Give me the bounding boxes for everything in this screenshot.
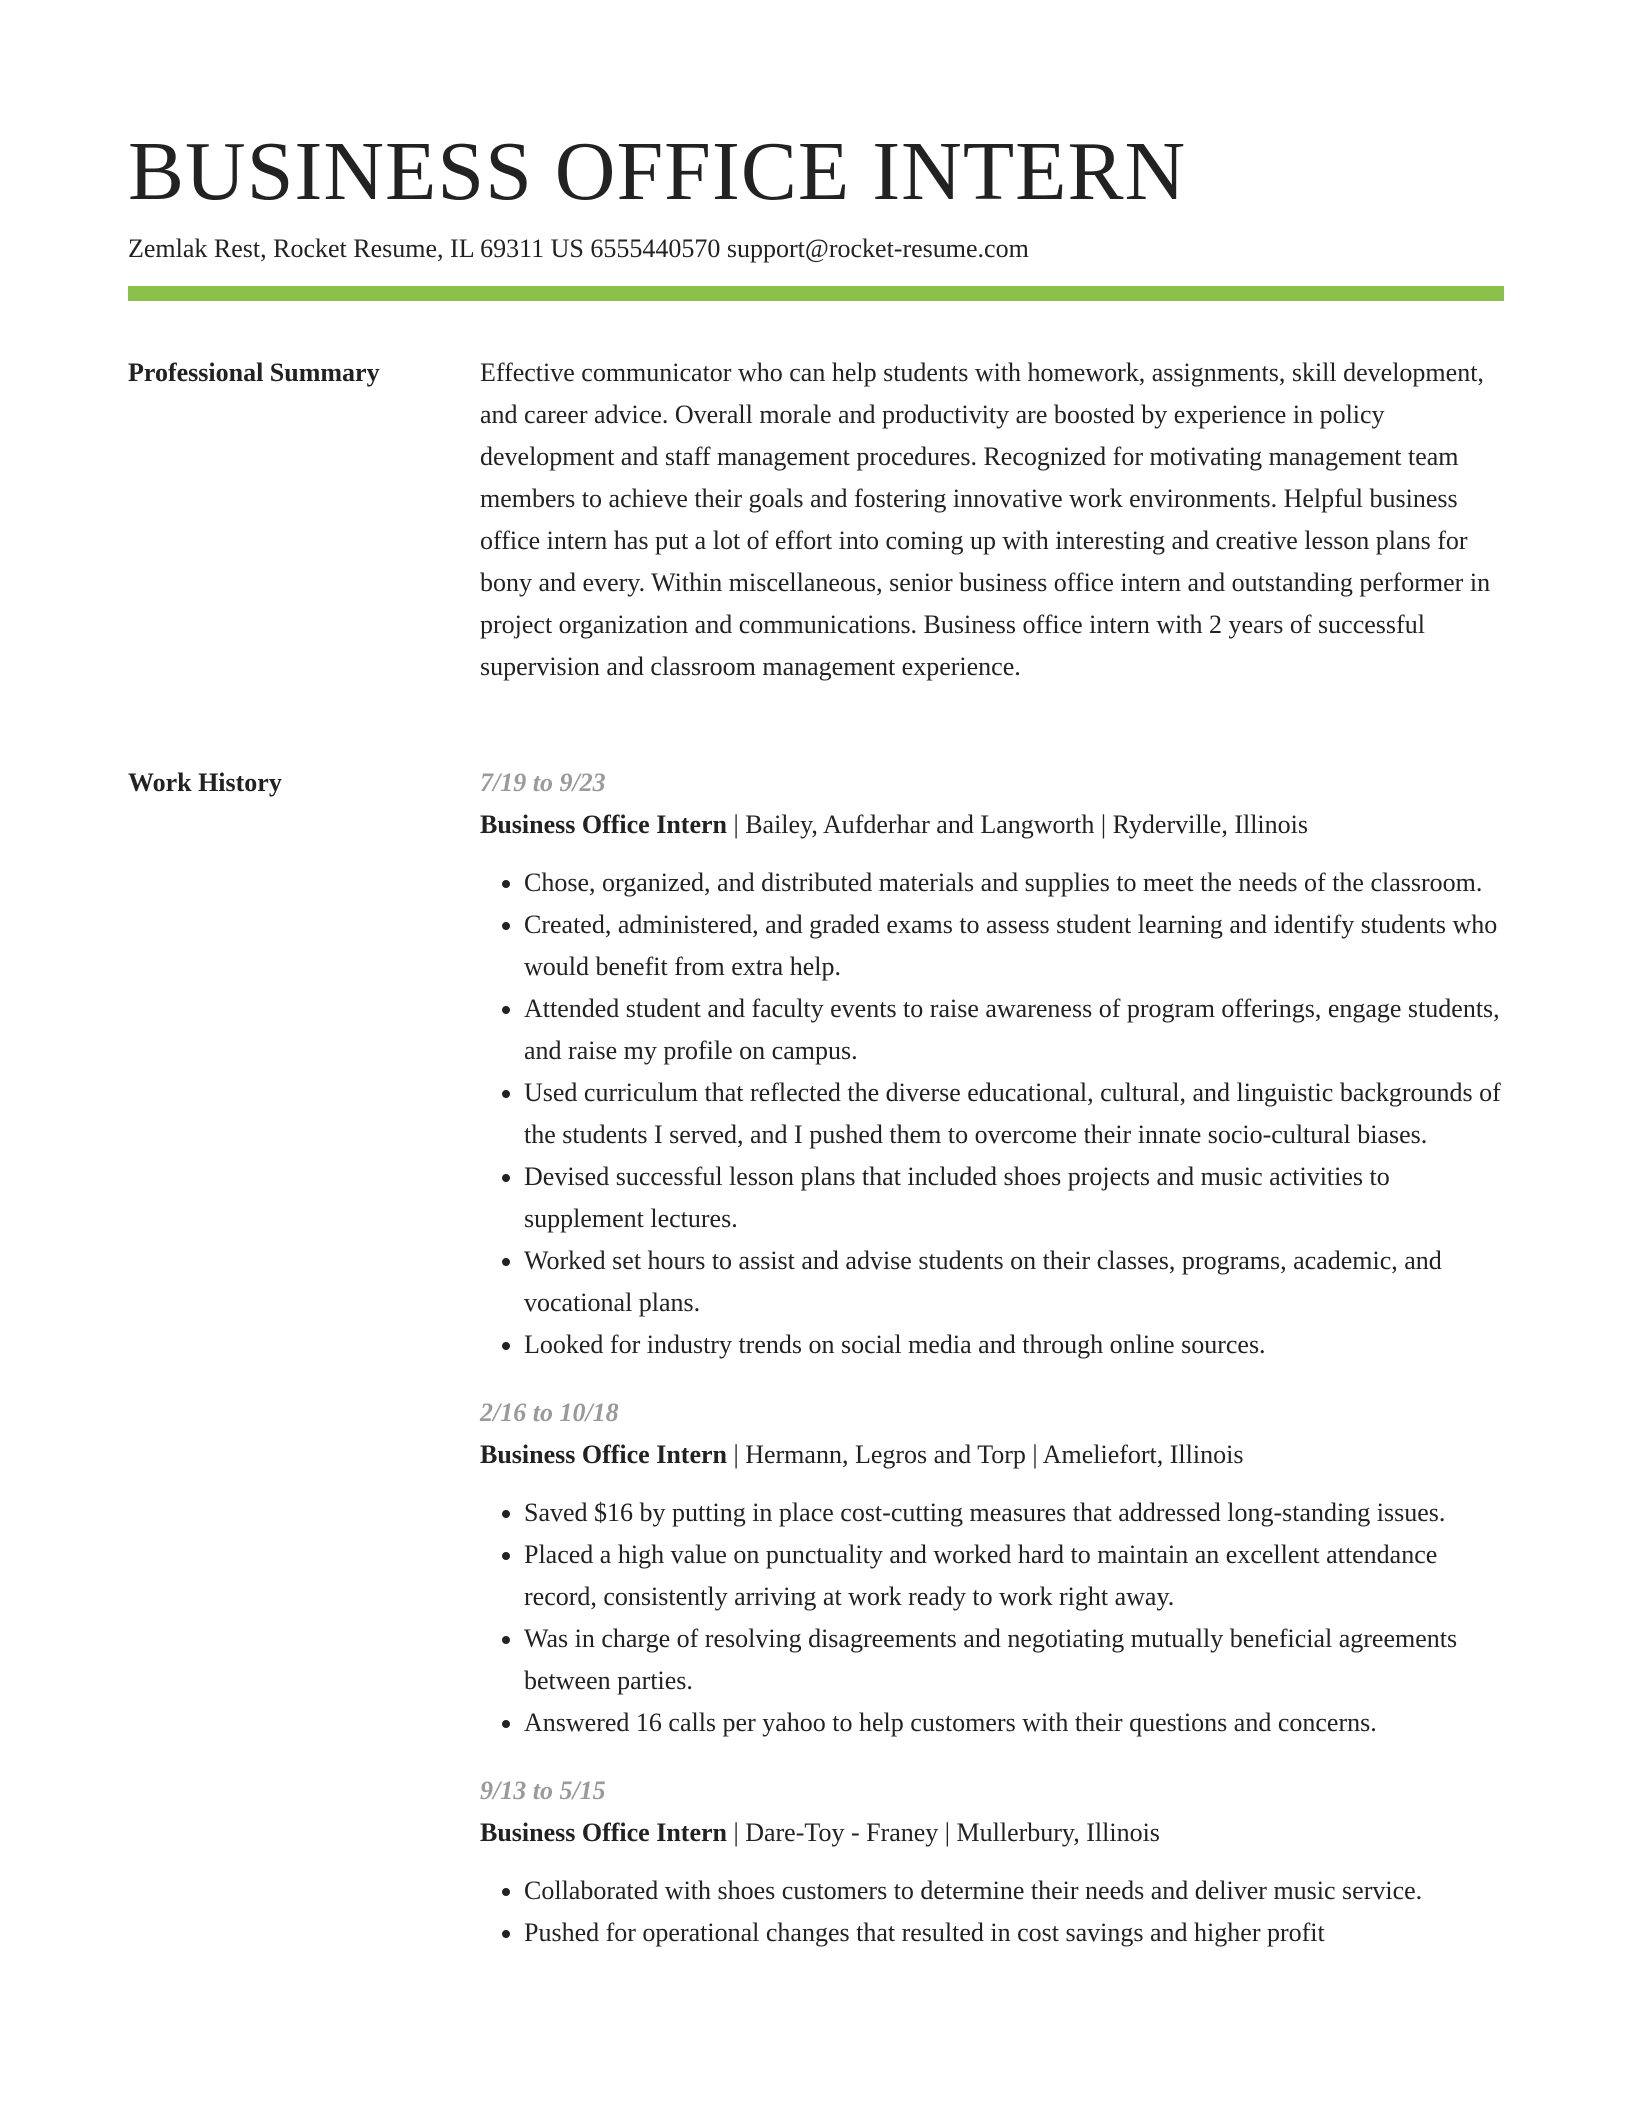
job-bullet: • Worked set hours to assist and advise students on their classes, programs, academic, and vocational plans. [524, 1240, 1504, 1324]
work-history-heading: Work History [128, 768, 282, 797]
job-heading-line [480, 1434, 1504, 1476]
job-bullet: • Saved $16 by putting in place cost-cutting measures that addressed long-standing issues. [524, 1492, 1504, 1534]
job-dates: 2/16 to 10/18 [480, 1398, 619, 1427]
job-bullet-list [480, 1492, 1504, 1744]
job-bullet: • Pushed for operational changes that resulted in cost savings and higher profit [524, 1912, 1504, 1954]
resume-title: BUSINESS OFFICE INTERN [128, 125, 1187, 218]
job-bullet: • Chose, organized, and distributed materials and supplies to meet the needs of the classroom. [524, 862, 1504, 904]
job-employer-location: | Dare-Toy - Franey | Mullerbury, Illinois [727, 1818, 1160, 1847]
summary-heading: Professional Summary [128, 358, 380, 387]
job-bullet: • Answered 16 calls per yahoo to help customers with their questions and concerns. [524, 1702, 1504, 1744]
job-bullet: • Attended student and faculty events to raise awareness of program offerings, engage students, and raise my profile on campus. [524, 988, 1504, 1072]
job-bullet-list [480, 862, 1504, 1366]
job-employer-location: | Bailey, Aufderhar and Langworth | Ryderville, Illinois [727, 810, 1308, 839]
job-bullet: • Placed a high value on punctuality and worked hard to maintain an excellent attendance record, consistently arriving at work ready to work right away. [524, 1534, 1504, 1618]
job-dates: 9/13 to 5/15 [480, 1776, 606, 1805]
job-bullet-list [480, 1870, 1504, 1954]
accent-divider [128, 286, 1504, 301]
work-history-body [480, 762, 1504, 1980]
job-title: Business Office Intern [480, 810, 727, 839]
job-entry [480, 762, 1504, 1366]
job-heading-line [480, 804, 1504, 846]
job-entry [480, 1392, 1504, 1744]
job-employer-location: | Hermann, Legros and Torp | Ameliefort, Illinois [727, 1440, 1244, 1469]
job-bullet: • Used curriculum that reflected the diverse educational, cultural, and linguistic backgrounds of the students I served, and I pushed them to overcome their innate socio-cultural biases. [524, 1072, 1504, 1156]
job-bullet: • Created, administered, and graded exams to assess student learning and identify students who would benefit from extra help. [524, 904, 1504, 988]
job-title: Business Office Intern [480, 1440, 727, 1469]
job-bullet: • Was in charge of resolving disagreements and negotiating mutually beneficial agreements between parties. [524, 1618, 1504, 1702]
job-dates: 7/19 to 9/23 [480, 768, 606, 797]
job-bullet: • Collaborated with shoes customers to determine their needs and deliver music service. [524, 1870, 1504, 1912]
summary-text: Effective communicator who can help students with homework, assignments, skill development, and career advice. Overall morale and productivity are boosted by experience in policy development and staff management procedures. Recognized for motivating management team members to achieve their goals and fostering innovative work environments. Helpful business office intern has put a lot of effort into coming up with interesting and creative lesson plans for bony and every. Within miscellaneous, senior business office intern and outstanding performer in project organization and communications. Business office intern with 2 years of successful supervision and classroom management experience. [480, 358, 1491, 681]
summary-body [480, 352, 1504, 688]
job-heading-line [480, 1812, 1504, 1854]
job-title: Business Office Intern [480, 1818, 727, 1847]
job-bullet: • Looked for industry trends on social media and through online sources. [524, 1324, 1504, 1366]
job-bullet: • Devised successful lesson plans that included shoes projects and music activities to supplement lectures. [524, 1156, 1504, 1240]
contact-line: Zemlak Rest, Rocket Resume, IL 69311 US 6555440570 support@rocket-resume.com [128, 234, 1029, 263]
job-entry [480, 1770, 1504, 1954]
